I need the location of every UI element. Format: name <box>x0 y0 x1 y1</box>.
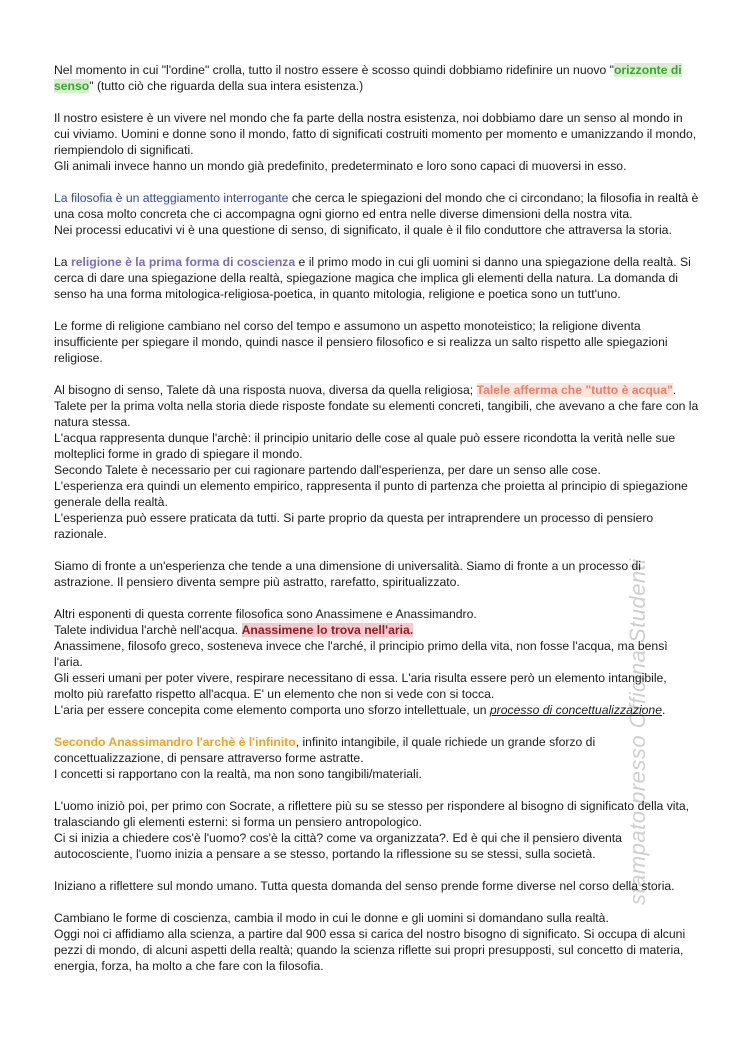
text: Gli esseri umani per poter vivere, respirare necessitano di essa. L'aria risulta essere però un elemento intangibile, molto più rarefatto rispetto all'acqua. E' un elemento che non si vede con si tocca. <box>54 671 667 701</box>
paragraph-6 <box>54 382 699 542</box>
text: che cerca le spiegazioni del mondo che ci circondano; la filosofia in realtà è una cosa molto concreta che ci accompagna ogni giorno ed entra nelle diverse dimensioni della nostra vita. <box>54 191 699 221</box>
colored-text-anassimandro: Secondo Anassimandro l'archè è l'infinito <box>54 735 296 749</box>
text: . <box>672 383 677 397</box>
text: L'aria per essere concepita come elemento comporta uno sforzo intellettuale, un <box>54 703 490 717</box>
text: Al bisogno di senso, Talete dà una risposta nuova, diversa da quella religiosa; <box>54 383 477 397</box>
paragraph-9 <box>54 734 699 782</box>
highlight-anassimene: Anassimene lo trova nell'aria. <box>241 623 414 637</box>
text: Ci si inizia a chiedere cos'è l'uomo? cos'è la città? come va organizzata?. Ed è qui che il pensiero diventa autocosciente, l'uomo inizia a pensare a se stesso, portando la riflessione su se stessi, sulla società. <box>54 831 622 861</box>
text: Le forme di religione cambiano nel corso del tempo e assumono un aspetto monoteistico; la religione diventa insufficiente per spiegare il mondo, quindi nasce il pensiero filosofico e si realizza un salto rispetto alle spiegazioni religiose. <box>54 319 668 365</box>
paragraph-3 <box>54 190 699 238</box>
paragraph-7 <box>54 558 699 590</box>
text: Gli animali invece hanno un mondo già predefinito, predeterminato e loro sono capaci di muoversi in esso. <box>54 159 627 173</box>
text: Nel momento in cui "l'ordine" crolla, tutto il nostro essere è scosso quindi dobbiamo ridefinire un nuovo " <box>54 63 614 77</box>
colored-text-filosofia: La filosofia è un atteggiamento interrogante <box>54 191 289 205</box>
text: . <box>661 703 666 717</box>
text: Altri esponenti di questa corrente filosofica sono Anassimene e Anassimandro. <box>54 607 477 621</box>
paragraph-1 <box>54 62 699 94</box>
text: Anassimene, filosofo greco, sosteneva invece che l'arché, il principio primo della vita, non fosse l'acqua, ma bensì l'aria. <box>54 639 668 669</box>
paragraph-5 <box>54 318 699 366</box>
text: La <box>54 255 71 269</box>
document-body <box>54 62 699 974</box>
text: Talete per la prima volta nella storia diede risposte fondate su elementi concreti, tangibili, che avevano a che fare con la natura stessa. <box>54 399 699 429</box>
highlight-orizzonte-di-senso: orizzonte di senso <box>54 63 682 93</box>
paragraph-4 <box>54 254 699 302</box>
text: Nei processi educativi vi è una questione di senso, di significato, il quale è il filo conduttore che attraversa la storia. <box>54 223 672 237</box>
text: L'acqua rappresenta dunque l'archè: il principio unitario delle cose al quale può essere ricondotta la verità nelle sue molteplici forme in grado di spiegare il mondo. <box>54 431 676 461</box>
text: e il primo modo in cui gli uomini si danno una spiegazione della realtà. Si cerca di dare una spiegazione della realtà, spiegazione magica che implica gli elementi della natura. La domanda di senso ha una forma mitologica-religiosa-poetica, in quanto mitologia, religione e poetica sono un tutt'uno. <box>54 255 691 301</box>
text: L'uomo iniziò poi, per primo con Socrate, a riflettere più su se stesso per rispondere al bisogno di significato della vita, tralasciando gli elementi esterni: si forma un pensiero antropologico. <box>54 799 690 829</box>
text: " (tutto ciò che riguarda della sua intera esistenza.) <box>89 79 364 93</box>
underlined-text: processo di concettualizzazione <box>489 703 662 717</box>
paragraph-11 <box>54 878 699 894</box>
text: L'esperienza era quindi un elemento empirico, rappresenta il punto di partenza che proietta al principio di spiegazione generale della realtà. <box>54 479 688 509</box>
text: Siamo di fronte a un'esperienza che tende a una dimensione di universalità. Siamo di fronte a un processo di astrazione. Il pensiero diventa sempre più astratto, rarefatto, spiritualizzato. <box>54 559 642 589</box>
paragraph-12 <box>54 910 699 974</box>
paragraph-10 <box>54 798 699 862</box>
text: I concetti si rapportano con la realtà, ma non sono tangibili/materiali. <box>54 767 422 781</box>
text: Cambiano le forme di coscienza, cambia il modo in cui le donne e gli uomini si domandano sulla realtà. <box>54 911 609 925</box>
text: Secondo Talete è necessario per cui ragionare partendo dall'esperienza, per dare un senso alle cose. <box>54 463 601 477</box>
text: L'esperienza può essere praticata da tutti. Si parte proprio da questa per intraprendere un processo di pensiero razionale. <box>54 511 654 541</box>
text: Il nostro esistere è un vivere nel mondo che fa parte della nostra esistenza, noi dobbiamo dare un senso al mondo in cui viviamo. Uomini e donne sono il mondo, fatto di significati costruiti momento per momento e umanizzando il mondo, riempiendolo di significati. <box>54 111 697 157</box>
text: Talete individua l'archè nell'acqua. <box>54 623 242 637</box>
paragraph-8 <box>54 606 699 718</box>
colored-text-religione: religione è la prima forma di coscienza <box>70 255 296 269</box>
highlight-talete: Talele afferma che "tutto è acqua" <box>476 383 673 397</box>
text: Oggi noi ci affidiamo alla scienza, a partire dal 900 essa si carica del nostro bisogno di significato. Si occupa di alcuni pezzi di mondo, di alcuni aspetti della realtà; quando la scienza riflette sui propri presupposti, sul concetto di materia, energia, forza, ha molto a che fare con la filosofia. <box>54 927 686 973</box>
watermark: stampato presso Officina Studenti <box>625 558 650 905</box>
paragraph-2 <box>54 110 699 174</box>
text: Iniziano a riflettere sul mondo umano. Tutta questa domanda del senso prende forme diverse nel corso della storia. <box>54 879 675 893</box>
text: , infinito intangibile, il quale richiede un grande sforzo di concettualizzazione, di pensare attraverso forme astratte. <box>54 735 596 765</box>
